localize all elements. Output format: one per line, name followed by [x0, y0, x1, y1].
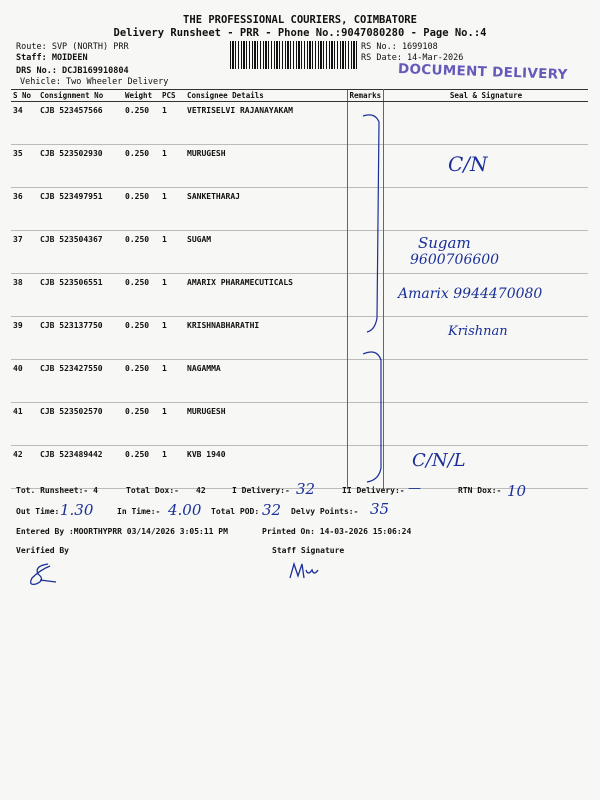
cell-weight: 0.250 — [125, 192, 150, 201]
route-label: Route: SVP (NORTH) PRR — [16, 42, 129, 52]
out-time-label: Out Time: — [16, 507, 60, 516]
cell-sno: 36 — [13, 192, 23, 201]
verified-by-label: Verified By — [16, 546, 69, 555]
cell-consignee: NAGAMMA — [187, 364, 221, 373]
delvy-points-label: Delvy Points:- — [291, 507, 359, 516]
cell-sno: 40 — [13, 364, 23, 373]
cell-pcs: 1 — [162, 321, 167, 330]
table-row — [11, 231, 588, 274]
table-row — [11, 102, 588, 145]
cell-weight: 0.250 — [125, 364, 150, 373]
table-row — [11, 403, 588, 446]
verifier-signature — [26, 560, 66, 590]
cell-sno: 41 — [13, 407, 23, 416]
cell-seal — [384, 360, 588, 403]
cell-pcs: 1 — [162, 450, 167, 459]
handwritten-amarix: Amarix 9944470080 — [398, 286, 543, 302]
col-weight: Weight — [123, 90, 160, 102]
out-time-value: 1.30 — [60, 501, 94, 519]
table-row — [11, 145, 588, 188]
cell-seal — [384, 188, 588, 231]
col-pcs: PCS — [160, 90, 185, 102]
cell-consignment: CJB 523497951 — [40, 192, 103, 201]
col-remarks: Remarks — [347, 90, 384, 102]
cell-sno: 38 — [13, 278, 23, 287]
cell-consignment: CJB 523502930 — [40, 149, 103, 158]
cell-consignment: CJB 523427550 — [40, 364, 103, 373]
total-pod-value: 32 — [262, 501, 282, 519]
cell-sno: 35 — [13, 149, 23, 158]
cell-weight: 0.250 — [125, 235, 150, 244]
cell-weight: 0.250 — [125, 321, 150, 330]
cell-sno: 37 — [13, 235, 23, 244]
rs-number: RS No.: 1699108 — [361, 42, 438, 52]
handwritten-krishnan: Krishnan — [448, 324, 508, 339]
cell-consignment: CJB 523506551 — [40, 278, 103, 287]
cell-seal — [384, 403, 588, 446]
cell-weight: 0.250 — [125, 149, 150, 158]
cell-consignee: SANKETHARAJ — [187, 192, 240, 201]
cell-pcs: 1 — [162, 149, 167, 158]
cell-seal — [384, 102, 588, 145]
cell-consignment: CJB 523137750 — [40, 321, 103, 330]
i-delivery-value: 32 — [296, 480, 316, 498]
barcode — [230, 41, 357, 69]
table-header-row — [11, 90, 588, 102]
cell-weight: 0.250 — [125, 278, 150, 287]
handwritten-sugam: Sugam — [418, 234, 471, 252]
cell-consignee: VETRISELVI RAJANAYAKAM — [187, 106, 293, 115]
remarks-brackets — [355, 108, 395, 488]
col-seal-signature: Seal & Signature — [384, 90, 588, 102]
ii-delivery-label: II Delivery:- — [342, 486, 405, 495]
cell-consignment: CJB 523457566 — [40, 106, 103, 115]
cell-consignment: CJB 523502570 — [40, 407, 103, 416]
cell-consignee: MURUGESH — [187, 149, 226, 158]
handwritten-cn-bottom: C/N/L — [412, 450, 466, 471]
delvy-points-value: 35 — [370, 500, 390, 518]
cell-consignment: CJB 523504367 — [40, 235, 103, 244]
rs-date: RS Date: 14-Mar-2026 — [361, 53, 464, 63]
cell-pcs: 1 — [162, 106, 167, 115]
total-pod-label: Total POD: — [211, 507, 260, 516]
drs-label: DRS No.: DCJB169910804 — [16, 66, 129, 76]
cell-sno: 39 — [13, 321, 23, 330]
cell-pcs: 1 — [162, 364, 167, 373]
table-row — [11, 188, 588, 231]
cell-consignee: KVB 1940 — [187, 450, 226, 459]
cell-consignee: SUGAM — [187, 235, 212, 244]
total-runsheet: Tot. Runsheet:- 4 — [16, 486, 98, 495]
i-delivery-label: I Delivery:- — [232, 486, 290, 495]
staff-signature-label: Staff Signature — [272, 546, 345, 555]
bracket-mark — [363, 352, 381, 482]
handwritten-cn-top: C/N — [448, 152, 488, 176]
cell-consignee: AMARIX PHARAMECUTICALS — [187, 278, 293, 287]
in-time-value: 4.00 — [168, 501, 202, 519]
bracket-mark — [363, 115, 379, 332]
cell-weight: 0.250 — [125, 450, 150, 459]
cell-consignee: MURUGESH — [187, 407, 226, 416]
cell-pcs: 1 — [162, 235, 167, 244]
table-row — [11, 360, 588, 403]
col-consignment: Consignment No — [38, 90, 123, 102]
col-consignee: Consignee Details — [185, 90, 347, 102]
cell-weight: 0.250 — [125, 407, 150, 416]
in-time-label: In Time:- — [117, 507, 161, 516]
total-dox-value: 42 — [196, 486, 206, 495]
cell-pcs: 1 — [162, 407, 167, 416]
ii-delivery-value: — — [408, 481, 421, 496]
staff-signature — [286, 558, 326, 586]
runsheet-subtitle: Delivery Runsheet - PRR - Phone No.:9047080280 - Page No.:4 — [113, 27, 487, 39]
cell-pcs: 1 — [162, 192, 167, 201]
company-title: THE PROFESSIONAL COURIERS, COIMBATORE — [183, 14, 417, 26]
total-dox-label: Total Dox:- — [126, 486, 179, 495]
rtn-dox-label: RTN Dox:- — [458, 486, 502, 495]
cell-consignee: KRISHNABHARATHI — [187, 321, 260, 330]
cell-weight: 0.250 — [125, 106, 150, 115]
document-delivery-stamp: DOCUMENT DELIVERY — [397, 61, 568, 83]
entered-by: Entered By :MOORTHYPRR 03/14/2026 3:05:11 PM — [16, 527, 228, 536]
cell-pcs: 1 — [162, 278, 167, 287]
printed-on: Printed On: 14-03-2026 15:06:24 — [262, 527, 412, 536]
rtn-dox-value: 10 — [507, 482, 527, 500]
staff-label: Staff: MOIDEEN — [16, 53, 88, 63]
cell-sno: 34 — [13, 106, 23, 115]
cell-sno: 42 — [13, 450, 23, 459]
vehicle-label: Vehicle: Two Wheeler Delivery — [20, 77, 169, 87]
handwritten-phone: 9600706600 — [410, 252, 500, 268]
col-sno: S No — [11, 90, 38, 102]
cell-consignment: CJB 523489442 — [40, 450, 103, 459]
